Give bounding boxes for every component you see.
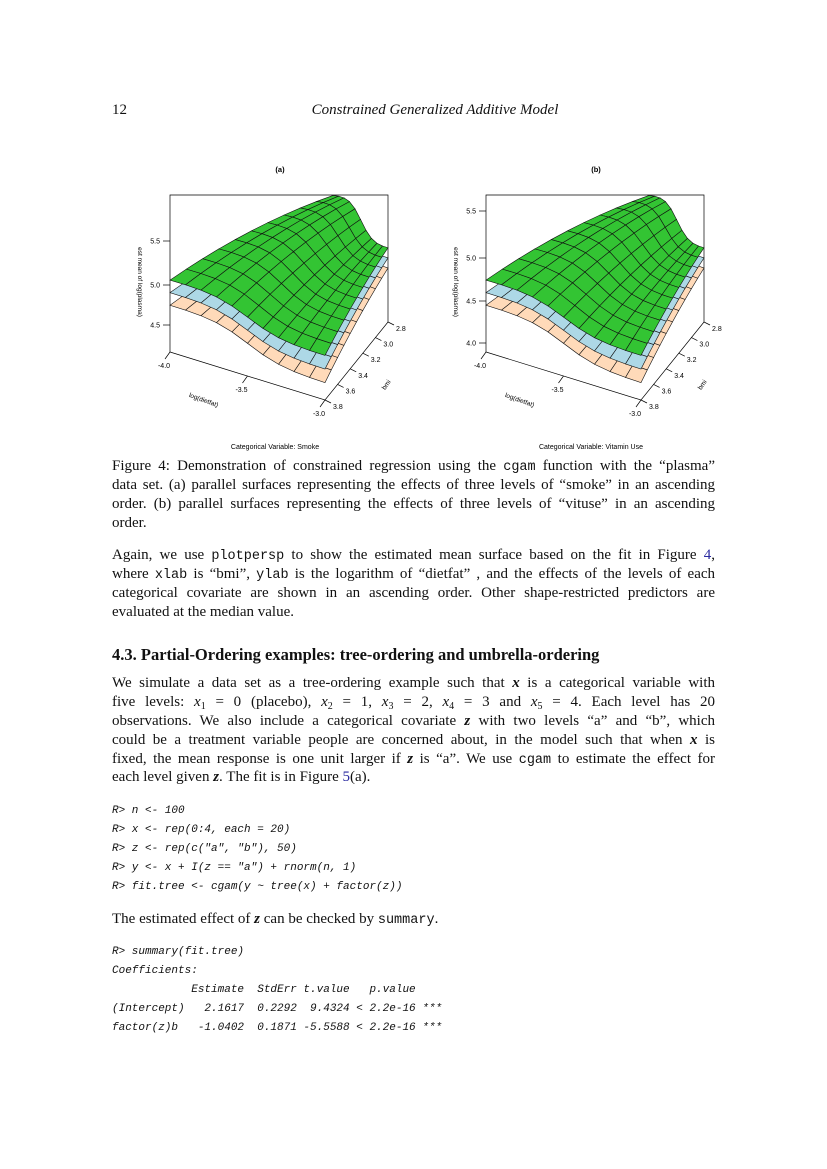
text-span: We simulate a data set as a tree-ordering example such that (112, 675, 513, 691)
code-line: factor(z)b -1.0402 0.1871 -5.5588 < 2.2e-16 *** (112, 1022, 443, 1034)
y-tick-label: -3.5 (551, 387, 564, 394)
running-title: Constrained Generalized Additive Model (311, 102, 559, 118)
text-span: order. (112, 515, 147, 531)
code-line: (Intercept) 2.1617 0.2292 9.4324 < 2.2e-16 *** (112, 1003, 443, 1015)
text-span: = 0 (placebo), (205, 694, 322, 710)
x-tick (388, 322, 394, 325)
section-heading: 4.3. Partial-Ordering examples: tree-ordering and umbrella-ordering (112, 645, 600, 664)
x-tick (679, 353, 685, 356)
text-span: order. (b) parallel surfaces representing the effects of three levels of “vituse” in an ascending (112, 496, 715, 512)
code-line: R> summary(fit.tree) (112, 946, 245, 958)
z-tick-label: 4.5 (466, 298, 476, 306)
x-tick-label: 3.4 (674, 372, 684, 380)
text-span: with two levels “a” and “b”, which (470, 713, 715, 729)
text-line (112, 476, 715, 495)
x-tick-label: 3.6 (661, 388, 672, 396)
x-tick-label: 3.8 (649, 404, 659, 411)
code-line: R> fit.tree <- cgam(y ~ tree(x) + factor(z)) (112, 881, 403, 893)
text-span: 1 (200, 701, 206, 712)
text-line (112, 674, 715, 693)
plot-subtitle: Categorical Variable: Smoke (230, 444, 320, 451)
text-span: , (711, 547, 715, 563)
text-line (112, 546, 715, 566)
text-span: is “bmi”, (187, 566, 257, 582)
text-line (112, 514, 715, 533)
plot-subtitle: Categorical Variable: Vitamin Use (538, 444, 644, 451)
text-span: is a categorical variable with (519, 675, 715, 691)
text-span: z (254, 911, 260, 927)
text-span: . (434, 911, 439, 927)
text-span: each level given (112, 769, 214, 785)
text-span: z (464, 713, 471, 729)
x-tick (375, 338, 381, 341)
code-line: Coefficients: (112, 965, 198, 977)
plot-b (452, 165, 722, 451)
text-span: (a). (350, 769, 371, 785)
text-span: x (194, 694, 201, 710)
text-line (112, 910, 715, 930)
x-tick (363, 353, 369, 356)
z-tick-label: 5.0 (150, 282, 160, 290)
text-span: five levels: (112, 694, 195, 710)
text-span: 5 (537, 701, 543, 712)
text-line (112, 712, 715, 731)
text-span: evaluated at the median value. (112, 604, 294, 620)
inline-code: cgam (503, 460, 536, 475)
plot-a (136, 165, 406, 451)
code-line: R> x <- rep(0:4, each = 20) (112, 824, 291, 836)
text-line (112, 731, 715, 750)
y-tick (243, 376, 248, 383)
text-span: x (381, 694, 389, 710)
z-axis-label: est mean of log(plasma) (452, 247, 459, 317)
text-line (112, 750, 715, 770)
y-axis-label: log(dietfat) (503, 392, 536, 410)
text-span: x (442, 694, 450, 710)
y-tick-label: -3.5 (235, 387, 248, 394)
text-span: x (690, 732, 698, 748)
inline-code: plotpersp (211, 549, 285, 564)
z-tick-label: 4.5 (150, 322, 160, 330)
code-line: R> y <- x + I(z == "a") + rnorm(n, 1) (112, 862, 357, 874)
text-span: x (321, 694, 328, 710)
text-line (112, 565, 715, 585)
page-number: 12 (112, 102, 127, 118)
y-tick (559, 376, 564, 383)
y-tick-label: -3.0 (312, 411, 326, 418)
x-tick (338, 384, 344, 387)
x-tick (641, 400, 647, 403)
x-tick-label: 3.0 (699, 341, 710, 349)
inline-code: summary (377, 913, 435, 928)
x-axis-label: bmi (380, 378, 393, 392)
y-tick-label: -4.0 (157, 363, 171, 370)
x-axis-label: bmi (696, 378, 709, 392)
text-line (112, 603, 715, 622)
text-span: is (697, 732, 715, 748)
code-line: Estimate StdErr t.value p.value (112, 984, 416, 996)
y-tick (481, 352, 486, 359)
text-span: can be checked by (260, 911, 378, 927)
y-tick-label: -4.0 (473, 363, 487, 370)
z-tick-label: 4.0 (466, 340, 476, 348)
x-tick (691, 338, 697, 341)
text-span: The estimated effect of (112, 911, 255, 927)
figure-link[interactable]: 5 (342, 769, 351, 785)
figure-link[interactable]: 4 (703, 547, 712, 563)
plot-title: (a) (275, 165, 285, 174)
code-line: R> n <- 100 (112, 805, 185, 817)
x-tick (325, 400, 331, 403)
text-span: = 3 and (454, 694, 531, 710)
x-tick (704, 322, 710, 325)
z-tick-label: 5.5 (150, 238, 160, 246)
text-span: Figure 4: Demonstration of constrained regression using the (112, 458, 504, 474)
y-tick (636, 400, 641, 407)
text-span: is “a”. We use (413, 751, 519, 767)
text-span: 4 (449, 701, 455, 712)
x-tick (350, 369, 356, 372)
text-span: is the logarithm of “dietfat” , and the effects of the levels of each (288, 566, 716, 582)
text-span: = 4. Each level has 20 (542, 694, 715, 710)
figure-4 (0, 150, 827, 460)
inline-code: cgam (518, 753, 552, 768)
x-tick-label: 3.2 (686, 357, 697, 365)
x-tick-label: 3.4 (358, 372, 368, 380)
text-span: function with the “plasma” (535, 458, 715, 474)
text-span: to show the estimated mean surface based on the fit in Figure (284, 547, 704, 563)
text-line (112, 584, 715, 603)
inline-code: xlab (154, 568, 188, 583)
text-span: x (530, 694, 538, 710)
x-tick (666, 369, 672, 372)
y-axis-label: log(dietfat) (187, 392, 220, 410)
y-tick (165, 352, 170, 359)
text-span: x (512, 675, 520, 691)
inline-code: ylab (256, 568, 289, 583)
x-tick (654, 384, 660, 387)
x-tick-label: 2.8 (396, 326, 406, 333)
x-tick-label: 3.8 (333, 404, 343, 411)
x-tick-label: 3.6 (345, 388, 356, 396)
z-tick-label: 5.5 (466, 208, 476, 216)
text-span: observations. We also include a categorical covariate (112, 713, 465, 729)
code-line: R> z <- rep(c("a", "b"), 50) (112, 843, 297, 855)
text-span: data set. (a) parallel surfaces representing the effects of three levels of “smoke” in an ascending (112, 477, 715, 493)
text-line (112, 768, 715, 787)
text-span: where (112, 566, 155, 582)
plot-title: (b) (591, 165, 601, 174)
x-tick-label: 3.2 (370, 357, 381, 365)
text-span: categorical covariate are shown in an ascending order. Other shape-restricted predictors are (112, 585, 715, 601)
text-span: z (213, 769, 220, 785)
z-axis-label: est mean of log(plasma) (136, 247, 143, 317)
text-span: to estimate the effect for (551, 751, 715, 767)
text-span: = 2, (393, 694, 443, 710)
text-span: could be a treatment variable people are concerned about, in the model such that when (112, 732, 691, 748)
text-span: fixed, the mean response is one unit larger if (112, 751, 408, 767)
text-span: . The fit is in Figure (219, 769, 343, 785)
x-tick-label: 3.0 (383, 341, 394, 349)
text-span: z (407, 751, 414, 767)
text-span: 2 (327, 701, 333, 712)
text-span: = 1, (332, 694, 382, 710)
text-span: 3 (388, 701, 394, 712)
y-tick (320, 400, 325, 407)
text-line (112, 457, 715, 477)
z-tick-label: 5.0 (466, 255, 476, 263)
x-tick-label: 2.8 (712, 326, 722, 333)
text-line (112, 495, 715, 514)
y-tick-label: -3.0 (628, 411, 642, 418)
text-span: Again, we use (112, 547, 212, 563)
